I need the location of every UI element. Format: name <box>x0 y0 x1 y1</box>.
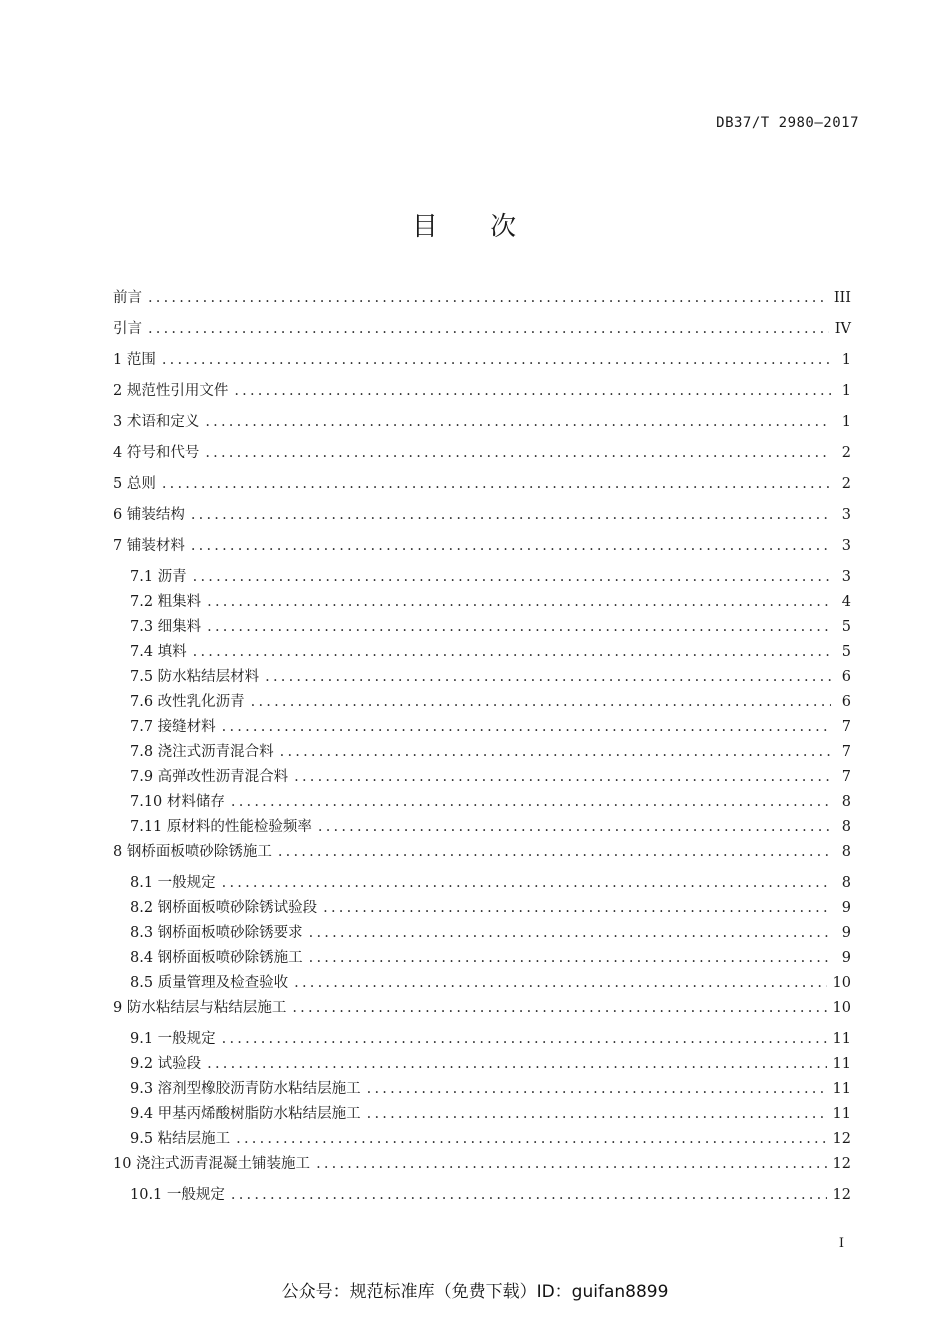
toc-entry-page: 3 <box>841 569 851 585</box>
toc-entry-page: 5 <box>841 619 851 635</box>
toc-entry[interactable] <box>113 1102 851 1127</box>
toc-entry-label: 9.2 试验段 <box>130 1056 202 1072</box>
toc-entry-page: IV <box>834 321 851 337</box>
toc-leader-dots <box>207 619 831 635</box>
toc-entry-page: 8 <box>841 794 851 810</box>
toc-entry[interactable] <box>113 871 851 896</box>
toc-entry-label: 1 范围 <box>113 352 156 368</box>
toc-leader-dots <box>234 379 831 404</box>
toc-entry[interactable] <box>113 790 851 815</box>
document-code: DB37/T 2980—2017 <box>716 115 859 131</box>
toc-entry[interactable] <box>113 921 851 946</box>
toc-entry-page: 2 <box>841 445 851 461</box>
toc-leader-dots <box>251 694 831 710</box>
toc-entry[interactable] <box>113 472 851 503</box>
toc-entry-page: 10 <box>832 975 851 991</box>
toc-leader-dots <box>148 317 829 342</box>
toc-entry-page: III <box>833 290 851 306</box>
toc-leader-dots <box>222 1031 827 1047</box>
toc-entry[interactable] <box>113 348 851 379</box>
toc-entry[interactable] <box>113 534 851 565</box>
toc-leader-dots <box>148 286 828 311</box>
toc-entry-label: 7.5 防水粘结层材料 <box>130 669 260 685</box>
toc-entry[interactable] <box>113 815 851 840</box>
toc-leader-dots <box>316 1152 826 1177</box>
toc-entry-label: 7.4 填料 <box>130 644 187 660</box>
toc-entry[interactable] <box>113 971 851 996</box>
toc-entry-label: 3 术语和定义 <box>113 414 200 430</box>
footer-watermark: 公众号：规范标准库（免费下载）ID：guifan8899 <box>281 1282 669 1302</box>
toc-entry-label: 9 防水粘结层与粘结层施工 <box>113 1000 287 1016</box>
toc-entry-label: 10.1 一般规定 <box>130 1187 225 1203</box>
toc-leader-dots <box>207 594 831 610</box>
toc-entry-label: 前言 <box>113 290 142 306</box>
toc-leader-dots <box>367 1081 827 1097</box>
toc-entry-label: 8.1 一般规定 <box>130 875 216 891</box>
toc-entry-page: 9 <box>841 900 851 916</box>
toc-leader-dots <box>280 744 831 760</box>
toc-entry-label: 7.10 材料储存 <box>130 794 225 810</box>
toc-entry-page: 6 <box>841 694 851 710</box>
toc-entry-label: 8.2 钢桥面板喷砂除锈试验段 <box>130 900 318 916</box>
page-title: 目 次 <box>411 212 539 242</box>
toc-entry-label: 9.1 一般规定 <box>130 1031 216 1047</box>
toc-entry-label: 引言 <box>113 321 142 337</box>
toc-entry-page: 12 <box>832 1156 851 1172</box>
toc-entry-page: 11 <box>832 1081 851 1097</box>
toc-entry-page: 11 <box>832 1056 851 1072</box>
toc-entry[interactable] <box>113 615 851 640</box>
toc-entry[interactable] <box>113 379 851 410</box>
toc-entry-page: 2 <box>841 476 851 492</box>
toc-leader-dots <box>265 669 831 685</box>
toc-entry-label: 7.9 高弹改性沥青混合料 <box>130 769 289 785</box>
toc-leader-dots <box>207 1056 826 1072</box>
toc-entry[interactable] <box>113 565 851 590</box>
toc-entry[interactable] <box>113 740 851 765</box>
toc-leader-dots <box>231 794 831 810</box>
toc-entry-label: 7.11 原材料的性能检验频率 <box>130 819 312 835</box>
page-number: I <box>838 1236 844 1251</box>
toc-entry-label: 4 符号和代号 <box>113 445 200 461</box>
toc-entry-label: 5 总则 <box>113 476 156 492</box>
toc-entry[interactable] <box>113 690 851 715</box>
toc-entry[interactable] <box>113 715 851 740</box>
toc-entry[interactable] <box>113 441 851 472</box>
toc-entry-page: 4 <box>841 594 851 610</box>
toc-entry-page: 9 <box>841 950 851 966</box>
toc-entry-page: 3 <box>841 507 851 523</box>
toc-entry-page: 1 <box>841 383 851 399</box>
toc-leader-dots <box>294 975 826 991</box>
toc-entry[interactable] <box>113 765 851 790</box>
toc-entry-label: 7.2 粗集料 <box>130 594 202 610</box>
toc-entry-page: 7 <box>841 744 851 760</box>
toc-leader-dots <box>309 925 831 941</box>
toc-entry-page: 8 <box>841 875 851 891</box>
toc-entry-label: 8.5 质量管理及检查验收 <box>130 975 289 991</box>
toc-entry-label: 9.5 粘结层施工 <box>130 1131 231 1147</box>
toc-entry-page: 5 <box>841 644 851 660</box>
toc-leader-dots <box>292 996 826 1021</box>
toc-entry[interactable] <box>113 317 851 348</box>
toc-entry-label: 2 规范性引用文件 <box>113 383 229 399</box>
toc-leader-dots <box>205 441 831 466</box>
toc-entry[interactable] <box>113 503 851 534</box>
toc-leader-dots <box>367 1106 827 1122</box>
toc-leader-dots <box>191 503 831 528</box>
toc-leader-dots <box>222 719 831 735</box>
toc-entry[interactable] <box>113 896 851 921</box>
toc-entry[interactable] <box>113 665 851 690</box>
toc-entry-label: 8.4 钢桥面板喷砂除锈施工 <box>130 950 303 966</box>
toc-entry-page: 6 <box>841 669 851 685</box>
toc-leader-dots <box>309 950 831 966</box>
toc-entry-label: 10 浇注式沥青混凝土铺装施工 <box>113 1156 311 1172</box>
toc-entry[interactable] <box>113 1052 851 1077</box>
toc-leader-dots <box>222 875 831 891</box>
toc-leader-dots <box>323 900 831 916</box>
toc-entry-page: 11 <box>832 1031 851 1047</box>
toc-entry-page: 8 <box>841 819 851 835</box>
toc-entry-label: 9.3 溶剂型橡胶沥青防水粘结层施工 <box>130 1081 361 1097</box>
toc-leader-dots <box>193 569 831 585</box>
toc-entry-page: 1 <box>841 414 851 430</box>
toc-entry-page: 9 <box>841 925 851 941</box>
toc-leader-dots <box>236 1131 826 1147</box>
toc-entry[interactable] <box>113 1183 851 1208</box>
toc-entry-page: 10 <box>832 1000 851 1016</box>
toc-entry-page: 1 <box>841 352 851 368</box>
toc-entry-label: 8 钢桥面板喷砂除锈施工 <box>113 844 272 860</box>
toc-leader-dots <box>294 769 831 785</box>
toc-leader-dots <box>191 534 831 559</box>
toc-entry[interactable] <box>113 1127 851 1152</box>
toc-entry-label: 7.6 改性乳化沥青 <box>130 694 245 710</box>
toc-entry-label: 7.1 沥青 <box>130 569 187 585</box>
toc-entry[interactable] <box>113 996 851 1027</box>
toc-entry-page: 3 <box>841 538 851 554</box>
toc-entry[interactable] <box>113 1152 851 1183</box>
toc-leader-dots <box>162 472 831 497</box>
toc-entry-label: 7.7 接缝材料 <box>130 719 216 735</box>
toc-entry-label: 8.3 钢桥面板喷砂除锈要求 <box>130 925 303 941</box>
toc-entry[interactable] <box>113 1077 851 1102</box>
toc-entry-page: 12 <box>832 1187 851 1203</box>
toc-entry-page: 8 <box>841 844 851 860</box>
toc-entry[interactable] <box>113 590 851 615</box>
toc-entry-page: 11 <box>832 1106 851 1122</box>
toc-entry-label: 7.3 细集料 <box>130 619 202 635</box>
toc-leader-dots <box>318 819 831 835</box>
toc-entry-page: 7 <box>841 719 851 735</box>
toc-leader-dots <box>278 840 831 865</box>
toc-entry[interactable] <box>113 840 851 871</box>
toc-entry-label: 6 铺装结构 <box>113 507 185 523</box>
table-of-contents <box>113 286 851 1208</box>
toc-leader-dots <box>193 644 831 660</box>
toc-entry-label: 7.8 浇注式沥青混合料 <box>130 744 274 760</box>
toc-entry[interactable] <box>113 946 851 971</box>
toc-leader-dots <box>231 1187 827 1203</box>
toc-entry-label: 9.4 甲基丙烯酸树脂防水粘结层施工 <box>130 1106 361 1122</box>
toc-entry[interactable] <box>113 1027 851 1052</box>
toc-entry[interactable] <box>113 286 851 317</box>
toc-entry-page: 7 <box>841 769 851 785</box>
toc-entry[interactable] <box>113 640 851 665</box>
toc-entry-label: 7 铺装材料 <box>113 538 185 554</box>
toc-leader-dots <box>205 410 831 435</box>
toc-entry-page: 12 <box>832 1131 851 1147</box>
toc-leader-dots <box>162 348 831 373</box>
toc-entry[interactable] <box>113 410 851 441</box>
